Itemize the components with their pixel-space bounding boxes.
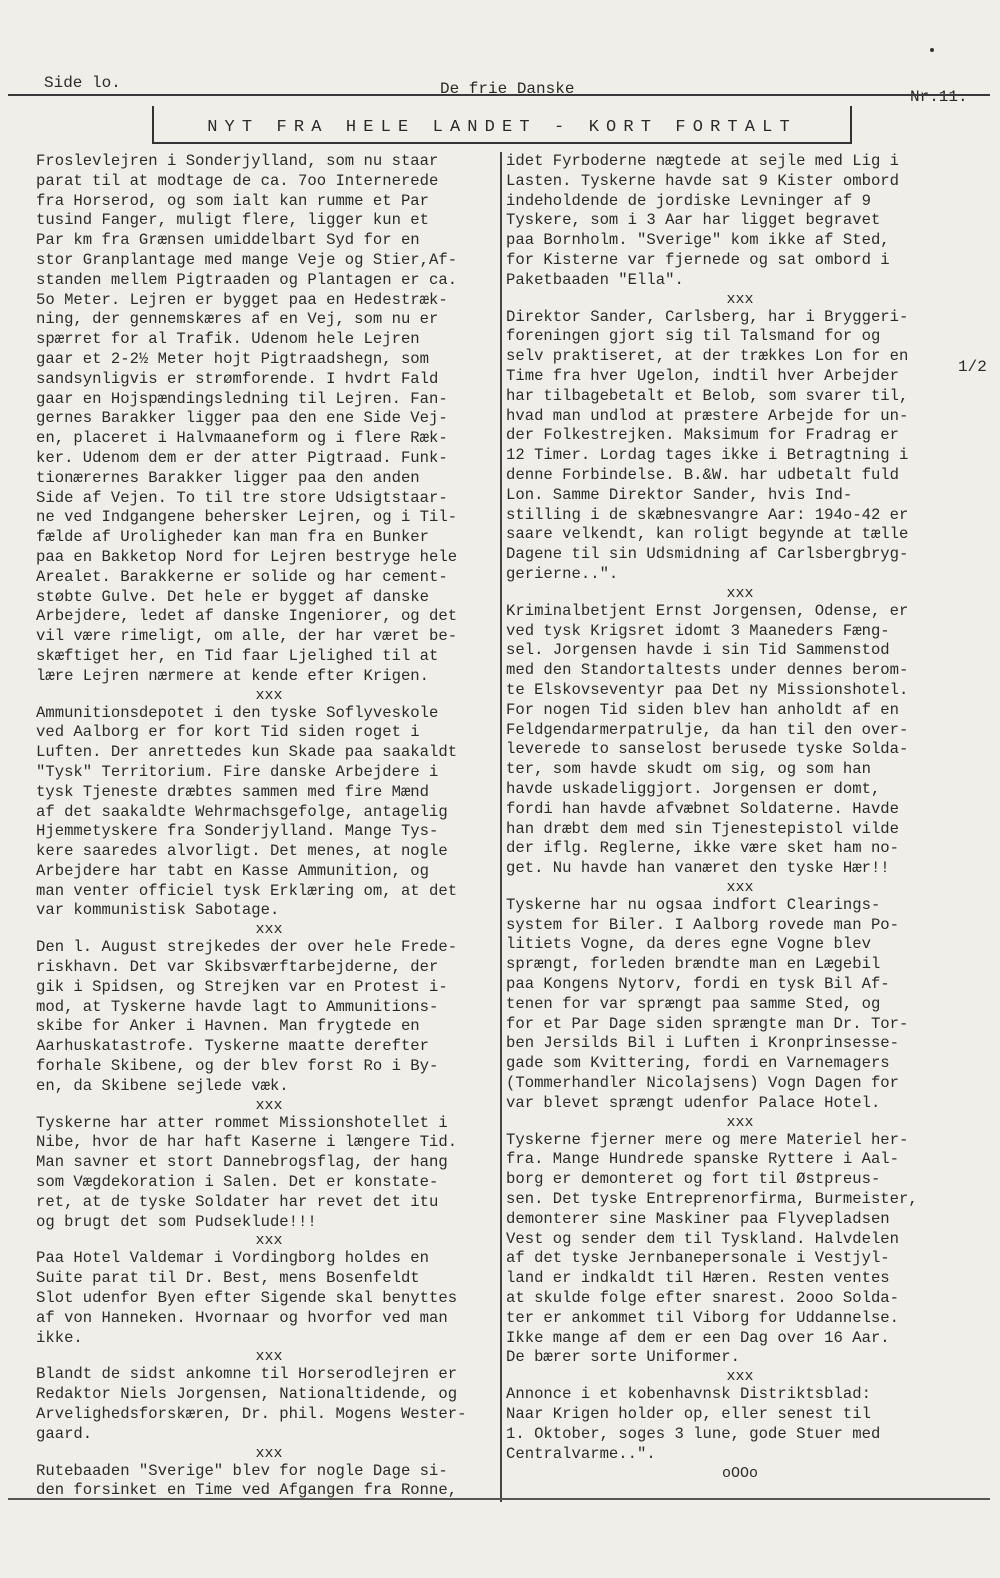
margin-fraction-note: 1/2 bbox=[958, 358, 987, 376]
article-materiel: Tyskerne fjerner mere og mere Materiel her- fra. Mange Hundrede spanske Ryttere i Aal- borg er demonteret og fort til Østpreus- sen. Det tyske Entreprenorfirma, Burmeister, demonterer sine Maskiner paa Flyvepladsen Vest og sender dem til Tyskland. Halvdelen af det tyske Jernbanepersonale i Vestjyl- land er indkaldt til Hæren. Resten ventes at skulde folge efter snarest. 2ooo Solda- ter er ankommet til Viborg for Uddannelse. Ikke mange af dem er een Dag over 16 Aar. De bærer sorte Uniformer. bbox=[506, 1130, 918, 1367]
section-title: NYT FRA HELE LANDET - KORT FORTALT bbox=[207, 118, 797, 137]
separator: xxx bbox=[255, 1348, 283, 1366]
article-clearingssystem: Tyskerne har nu ogsaa indfort Clearings- system for Biler. I Aalborg rovede man Po- litiets Vogne, da deres egne Vogne blev sprængt, forleden brændte man en Lægebil paa Kongens Nytorv, fordi en tysk Bil Af- tenen for var sprængt paa samme Sted, og for et Par Dage siden sprængte man Dr. Tor- ben Jersilds Bil i Luften i Kronprinsesse- gade som Kvittering, fordi en Varnemagers (Tommerhandler Nicolajsens) Vogn Dagen for var blevet sprængt udenfor Palace Hotel. bbox=[506, 895, 909, 1112]
section-title-box bbox=[152, 106, 852, 144]
separator: xxx bbox=[255, 921, 283, 939]
header-rule bbox=[8, 94, 990, 96]
article-kriminalbetjent: Kriminalbetjent Ernst Jorgensen, Odense, er ved tysk Krigsret idomt 3 Maaneders Fæng- sel. Jorgensen havde i sin Tid Sammenstod med den Standortaltests under dennes berom- te Elskovseventyr paa Det ny Missionshotel. For nogen Tid siden blev han anholdt af en Feldgendarmerpatrulje, da han til den over- leverede to sanselost berusede tyske Solda- ter, som havde skudt om sig, og som han havde uskadeliggjort. Jorgensen er domt, fordi han havde afvæbnet Soldaterne. Havde han dræbt dem med sin Tjenestepistol vilde der iflg. Reglerne, ikke være sket ham no- get. Nu havde han vanæret den tyske Hær!! bbox=[506, 601, 909, 878]
left-column bbox=[36, 152, 502, 1501]
end-mark: oOOo bbox=[721, 1465, 758, 1483]
article-strejke-frederikshavn: Den l. August strejkedes der over hele Frede- riskhavn. Det var Skibsværftarbejderne, der gik i Spidsen, og Strejken var en Protest i- mod, at Tyskerne havde lagt to Ammunitions- skibe for Anker i Havnen. Man frygtede en Aarhuskatastrofe. Tyskerne maatte derefter forhale Skibene, og der blev forst Ro i By- en, da Skibene sejlede væk. bbox=[36, 938, 458, 1095]
article-froslevlejren: Froslevlejren i Sonderjylland, som nu staar parat til at modtage de ca. 7oo Internerede fra Horserod, og som ialt kan rumme et Par tusind Fanger, muligt flere, ligger kun et Par km fra Grænsen umiddelbart Syd for en stor Granplantage med mange Veje og Stier,Af- standen mellem Pigtraaden og Plantagen er ca. 5o Meter. Lejren er bygget paa en Hedestræk- ning, der gennemskæres af en Vej, som nu er spærret for al Trafik. Udenom hele Lejren gaar et 2-2½ Meter hojt Pigtraadshegn, som sandsynligvis er strømforende. I hvdrt Fald gaar en Hojspændingsledning til Lejren. Fan- gernes Barakker ligger paa den ene Side Vej- en, placeret i Halvmaaneform og i flere Ræk- ker. Udenom dem er der atter Pigtraad. Funk- tionærernes Barakker ligger paa den anden Side af Vejen. To til tre store Udsigtstaar- ne ved Indgangene behersker Lejren, og i Til- fælde af Uroligheder kan man fra en Bunker paa en Bakketop Nord for Lejren bestryge hele Arealet. Barakkerne er solide og har cement- støbte Gulve. Det hele er bygget af danske Arbejdere, ledet af danske Ingeniorer, og det vil være rimeligt, om alle, der har været be- skæftiget her, en Tid faar Ljelighed til at lære Lejren nærmere at kende efter Krigen. bbox=[36, 152, 458, 685]
separator: xxx bbox=[726, 1368, 754, 1386]
article-hotel-valdemar: Paa Hotel Valdemar i Vordingborg holdes en Suite parat til Dr. Best, mens Bosenfeldt Slot udenfor Byen efter Sigende skal benyttes af von Hanneken. Hvornaar og hvorfor ved man ikke. bbox=[36, 1249, 458, 1347]
column-divider bbox=[500, 152, 502, 1502]
separator: xxx bbox=[255, 1096, 283, 1114]
article-rutebaaden-sverige: Rutebaaden "Sverige" blev for nogle Dage si- den forsinket en Time ved Afgangen fra Ronne, bbox=[36, 1461, 458, 1500]
separator: xxx bbox=[726, 290, 754, 308]
right-column bbox=[506, 152, 974, 1484]
article-sverige-continued: idet Fyrboderne nægtede at sejle med Lig i Lasten. Tyskerne havde sat 9 Kister ombord indeholdende de jordiske Levninger af 9 Tyskere, som i 3 Aar har ligget begravet paa Bornholm. "Sverige" kom ikke af Sted, for Kisterne var fjernede og sat ombord i Paketbaaden "Ella". bbox=[506, 152, 900, 289]
separator: xxx bbox=[255, 1232, 283, 1250]
separator: xxx bbox=[726, 878, 754, 896]
publication-name: De frie Danske bbox=[440, 80, 575, 98]
article-horserodlejren: Blandt de sidst ankomne til Horserodlejren er Redaktor Niels Jorgensen, Nationaltidende, og Arvelighedsforskæren, Dr. phil. Mogens Wester- gaard. bbox=[36, 1365, 467, 1443]
ink-speck bbox=[930, 48, 934, 52]
article-missionshotellet-nibe: Tyskerne har atter rommet Missionshotellet i Nibe, hvor de har haft Kaserne i længere Tid. Man savner et stort Dannebrogsflag, der hang som Vægdekoration i Salen. Det er konstate- ret, at de tyske Soldater har revet det itu og brugt det som Pudseklude!!! bbox=[36, 1113, 458, 1231]
article-annonce: Annonce i et kobenhavnsk Distriktsblad: Naar Krigen holder op, eller senest til 1. Oktober, soges 3 lune, gode Stuer med Centralvarme..". bbox=[506, 1385, 881, 1463]
page-number: Side lo. bbox=[44, 74, 121, 92]
separator: xxx bbox=[255, 686, 283, 704]
bottom-rule bbox=[8, 1498, 990, 1500]
separator: xxx bbox=[726, 584, 754, 602]
article-direktor-sander: Direktor Sander, Carlsberg, har i Bryggeri- foreningen gjort sig til Talsmand for og selv praktiseret, at der trækkes Lon for en Time fra hver Ugelon, indtil hver Arbejder har tilbagebetalt et Belob, som svarer til, hvad man undlod at præstere Arbejde for un- der Folkestrejken. Maksimum for Fradrag er 12 Timer. Lordag tages ikke i Betragtning i denne Forbindelse. B.&W. har udbetalt fuld Lon. Samme Direktor Sander, hvis Ind- stilling i de skæbnesvangre Aar: 194o-42 er saare velkendt, kan roligt begynde at tælle Dagene til sin Udsmidning af Carlsbergbryg- gerierne..". bbox=[506, 307, 909, 583]
separator: xxx bbox=[726, 1113, 754, 1131]
separator: xxx bbox=[255, 1444, 283, 1462]
issue-number: Nr.11. bbox=[910, 88, 968, 106]
article-ammunitionsdepot: Ammunitionsdepotet i den tyske Soflyveskole ved Aalborg er for kort Tid siden roget i Luften. Der anrettedes kun Skade paa saakaldt "Tysk" Territorium. Fire danske Arbejdere i tysk Tjeneste dræbtes sammen med fire Mænd af det saakaldte Wehrmachsgefolge, antagelig Hjemmetyskere fra Sonderjylland. Mange Tys- kere saaredes alvorligt. Det menes, at nogle Arbejdere har tabt en Kasse Ammunition, og man venter officiel tysk Erklæring om, at det var kommunistisk Sabotage. bbox=[36, 703, 458, 920]
